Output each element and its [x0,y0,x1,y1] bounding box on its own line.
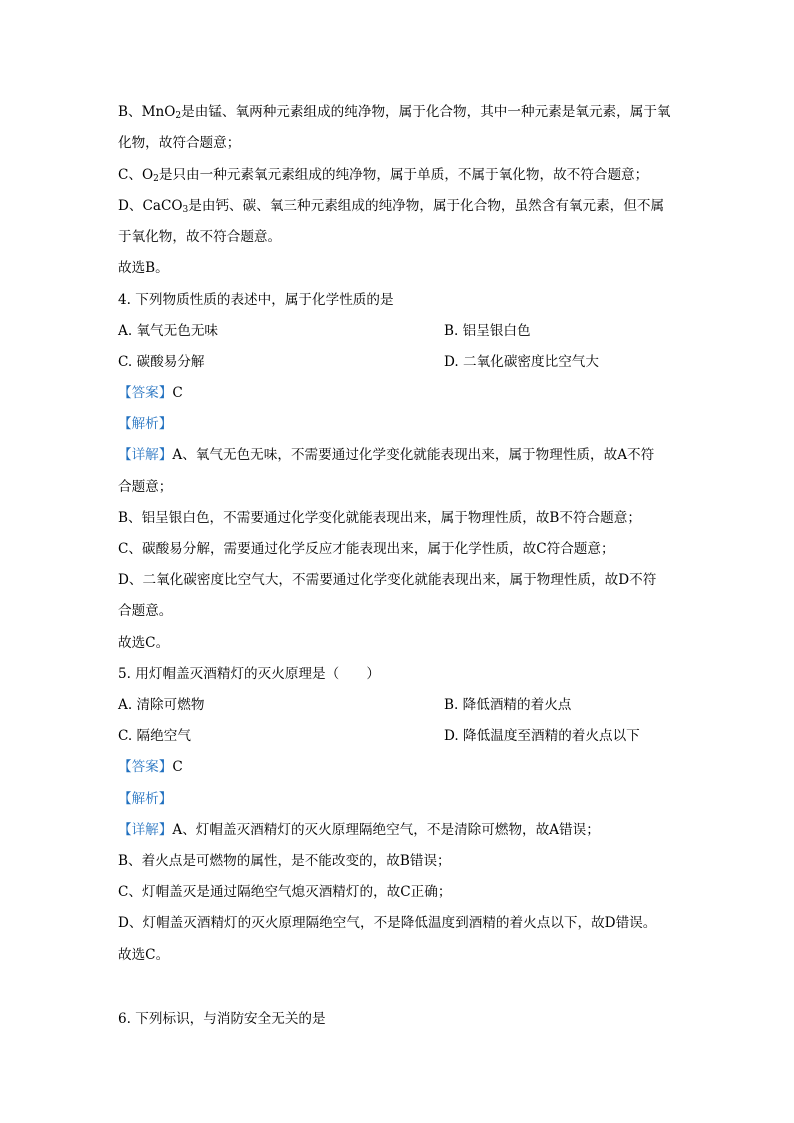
q6-stem: 6. 下列标识，与消防安全无关的是 [118,1011,326,1027]
q5-conclusion: 故选C。 [118,947,170,963]
q5-detail-b: B、着火点是可燃物的属性，是不能改变的，故B错误； [118,853,451,869]
q4-conclusion: 故选C。 [118,635,170,651]
q4-option-b: B. 铝呈银白色 [444,323,531,339]
q4-detail-a-line2: 合题意； [118,479,173,495]
q3-option-d-explanation-line1: D、CaCO$_3$是由钙、碳、氧三种元素组成的纯净物，属于化合物，虽然含有氧元素，但不属 [118,198,665,215]
q5-detail-a: 【详解】A、灯帽盖灭酒精灯的灭火原理隔绝空气，不是清除可燃物，故A错误； [118,822,600,838]
q5-option-c: C. 隔绝空气 [118,728,191,744]
q5-analysis-tag: 【解析】 [118,791,173,807]
q4-detail-d-line1: D、二氧化碳密度比空气大，不需要通过化学变化就能表现出来，属于物理性质，故D不符 [118,572,657,588]
q3-option-d-explanation-line2: 于氧化物，故不符合题意。 [118,229,282,245]
q3-option-b-explanation-line1: B、MnO$_2$是由锰、氧两种元素组成的纯净物，属于化合物，其中一种元素是氧元素，属于氧 [118,104,671,121]
q5-answer: 【答案】C [118,759,183,775]
q5-option-a: A. 清除可燃物 [118,697,205,713]
q5-option-b: B. 降低酒精的着火点 [444,697,572,713]
q5-detail-c: C、灯帽盖灭是通过隔绝空气熄灭酒精灯的，故C正确； [118,884,452,900]
q4-detail-a-line1: 【详解】A、氧气无色无味，不需要通过化学变化就能表现出来，属于物理性质，故A不符 [118,447,655,463]
q5-stem: 5. 用灯帽盖灭酒精灯的灭火原理是（ ） [118,666,380,682]
q3-option-b-explanation-line2: 化物，故符合题意； [118,135,241,151]
detail-tag: 【详解】 [118,447,173,463]
q4-detail-d-line2: 合题意。 [118,603,173,619]
q4-option-d: D. 二氧化碳密度比空气大 [444,354,599,370]
answer-tag: 【答案】 [118,759,173,775]
q4-detail-c: C、碳酸易分解，需要通过化学反应才能表现出来，属于化学性质，故C符合题意； [118,541,615,557]
q3-conclusion: 故选B。 [118,260,169,276]
q4-detail-b: B、铝呈银白色，不需要通过化学变化就能表现出来，属于物理性质，故B不符合题意； [118,510,641,526]
answer-tag: 【答案】 [118,385,173,401]
q4-option-a: A. 氧气无色无味 [118,323,219,339]
detail-tag: 【详解】 [118,822,173,838]
q5-option-d: D. 降低温度至酒精的着火点以下 [444,728,640,744]
q5-detail-d: D、灯帽盖灭酒精灯的灭火原理隔绝空气，不是降低温度到酒精的着火点以下，故D错误。 [118,915,657,931]
q3-option-c-explanation: C、$O_2$是只由一种元素氧元素组成的纯净物，属于单质，不属于氧化物，故不符合题意； [118,167,649,184]
q4-analysis-tag: 【解析】 [118,416,173,432]
q4-stem: 4. 下列物质性质的表述中，属于化学性质的是 [118,292,394,308]
q4-option-c: C. 碳酸易分解 [118,354,205,370]
q4-answer: 【答案】C [118,385,183,401]
